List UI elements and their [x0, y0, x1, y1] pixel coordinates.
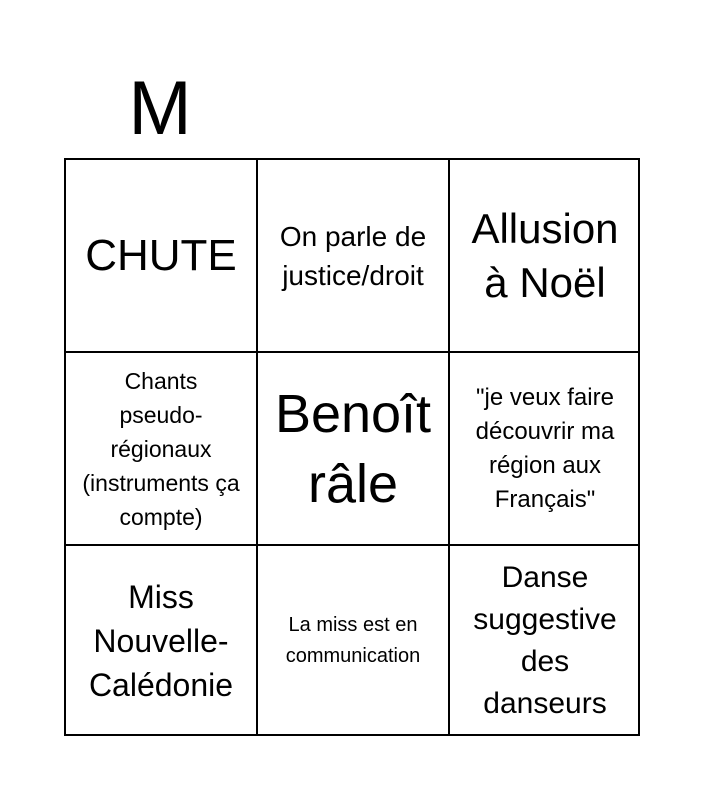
- bingo-cell[interactable]: [448, 158, 640, 351]
- bingo-cell[interactable]: [256, 158, 448, 351]
- bingo-cell[interactable]: [64, 544, 256, 736]
- bingo-cell-text: Chants pseudo-régionaux (instruments ça compte): [82, 367, 240, 530]
- bingo-cell[interactable]: [448, 544, 640, 736]
- bingo-cell-text: "je veux faire découvrir ma région aux Français": [475, 383, 615, 513]
- bingo-cell-text: Benoît râle: [274, 383, 432, 514]
- bingo-cell[interactable]: [64, 158, 256, 351]
- bingo-cell[interactable]: [256, 544, 448, 736]
- bingo-cell-text: On parle de justice/droit: [279, 220, 427, 291]
- bingo-cell[interactable]: [256, 351, 448, 544]
- bingo-board: [64, 158, 640, 736]
- bingo-column-letter: M: [128, 66, 192, 151]
- bingo-cell-text: CHUTE: [85, 230, 237, 280]
- bingo-cell-text: Allusion à Noël: [471, 204, 619, 306]
- bingo-cell-text: Danse suggestive des danseurs: [473, 561, 617, 720]
- bingo-cell-text: La miss est en communication: [285, 614, 421, 667]
- bingo-cell[interactable]: [64, 351, 256, 544]
- bingo-cell[interactable]: [448, 351, 640, 544]
- bingo-cell-text: Miss Nouvelle-Calédonie: [88, 579, 234, 703]
